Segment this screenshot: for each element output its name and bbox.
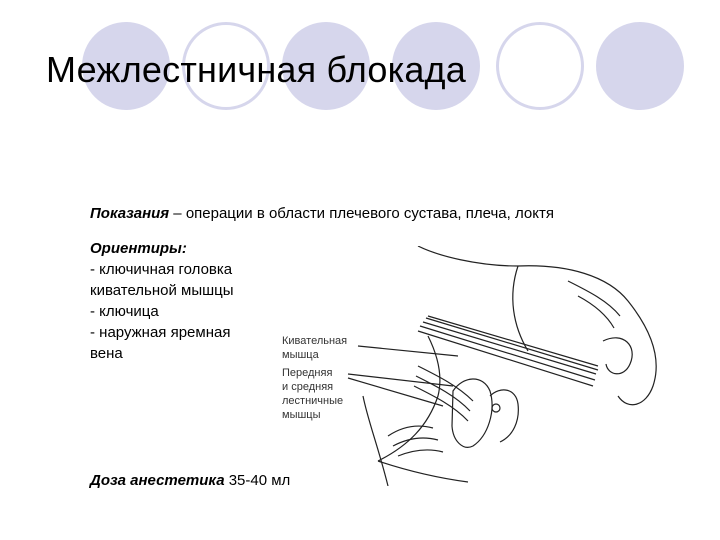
- neck-anatomy-illustration: [268, 246, 680, 486]
- landmark-item: кивательной мышцы: [90, 282, 234, 299]
- neck-anatomy-svg: [268, 246, 680, 486]
- indications-label: Показания: [90, 205, 170, 222]
- figure-label: лестничные: [282, 395, 344, 407]
- dose-label: Доза анестетика: [90, 472, 225, 489]
- indications-line: [90, 203, 554, 224]
- dose-line: [90, 470, 290, 491]
- slide-title: Межлестничная блокада: [46, 49, 466, 90]
- figure-label: Передняя: [282, 367, 333, 379]
- landmark-item: - ключица: [90, 303, 159, 320]
- dose-value: 35-40 мл: [224, 472, 291, 489]
- decor-circle-6: [596, 22, 684, 110]
- figure-label: и средняя: [282, 381, 334, 393]
- figure-label: Кивательная: [282, 335, 348, 347]
- landmarks-label: Ориентиры:: [90, 240, 187, 257]
- figure-label: мышца: [282, 349, 319, 361]
- indications-text: – операции в области плечевого сустава, плеча, локтя: [169, 205, 554, 222]
- figure-label: мышцы: [282, 409, 321, 421]
- landmark-item: - наружная яремная: [90, 324, 231, 341]
- landmark-item: вена: [90, 345, 123, 362]
- landmark-item: - ключичная головка: [90, 261, 233, 278]
- decor-circle-5: [496, 22, 584, 110]
- landmarks-block: [90, 238, 234, 364]
